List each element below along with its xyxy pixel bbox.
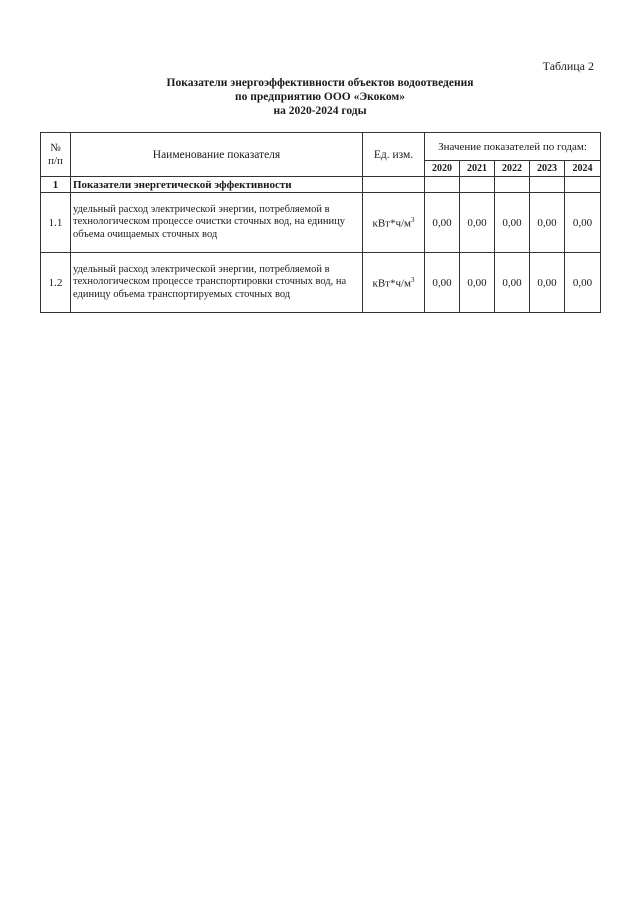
header-name: Наименование показателя bbox=[71, 133, 363, 177]
unit-base: кВт*ч/м bbox=[372, 277, 412, 290]
unit-exponent: 3 bbox=[411, 275, 415, 284]
section-row bbox=[41, 177, 601, 193]
row-name: удельный расход электрической энергии, потребляемой в технологическом процессе транспортировки сточных вод, на единицу объема транспортируемых сточных вод bbox=[71, 253, 363, 313]
header-year-2024: 2024 bbox=[565, 161, 601, 177]
value-2021: 0,00 bbox=[460, 253, 495, 313]
indicators-table bbox=[40, 132, 601, 313]
section-num: 1 bbox=[41, 177, 71, 193]
empty-cell bbox=[495, 177, 530, 193]
unit-base: кВт*ч/м bbox=[372, 217, 412, 230]
value-2020: 0,00 bbox=[425, 193, 460, 253]
table-number-label: Таблица 2 bbox=[542, 59, 594, 73]
header-year-2023: 2023 bbox=[530, 161, 565, 177]
header-values-group: Значение показателей по годам: bbox=[425, 133, 601, 161]
value-2021: 0,00 bbox=[460, 193, 495, 253]
table-row bbox=[41, 193, 601, 253]
value-2023: 0,00 bbox=[530, 193, 565, 253]
row-num: 1.2 bbox=[41, 253, 71, 313]
value-2023: 0,00 bbox=[530, 253, 565, 313]
unit-exponent: 3 bbox=[411, 215, 415, 224]
empty-cell bbox=[565, 177, 601, 193]
value-2022: 0,00 bbox=[495, 193, 530, 253]
header-year-2022: 2022 bbox=[495, 161, 530, 177]
row-unit bbox=[363, 253, 425, 313]
row-name: удельный расход электрической энергии, потребляемой в технологическом процессе очистки сточных вод, на единицу объема очищаемых сточных вод bbox=[71, 193, 363, 253]
empty-cell bbox=[530, 177, 565, 193]
empty-cell bbox=[425, 177, 460, 193]
value-2022: 0,00 bbox=[495, 253, 530, 313]
header-year-2021: 2021 bbox=[460, 161, 495, 177]
table-row bbox=[41, 253, 601, 313]
title-line: Показатели энергоэффективности объектов водоотведения bbox=[166, 77, 474, 89]
empty-cell bbox=[363, 177, 425, 193]
document-title bbox=[0, 76, 640, 118]
header-unit: Ед. изм. bbox=[363, 133, 425, 177]
value-2020: 0,00 bbox=[425, 253, 460, 313]
header-num-abbr: п/п bbox=[48, 154, 63, 167]
row-unit bbox=[363, 193, 425, 253]
value-2024: 0,00 bbox=[565, 253, 601, 313]
title-line: по предприятию ООО «Экоком» bbox=[235, 91, 405, 103]
header-num-symbol: № bbox=[50, 141, 61, 154]
empty-cell bbox=[460, 177, 495, 193]
title-line: на 2020-2024 годы bbox=[273, 105, 367, 117]
value-2024: 0,00 bbox=[565, 193, 601, 253]
section-title: Показатели энергетической эффективности bbox=[71, 177, 363, 193]
row-num: 1.1 bbox=[41, 193, 71, 253]
header-row bbox=[41, 133, 601, 161]
header-num-cell bbox=[41, 133, 71, 177]
header-year-2020: 2020 bbox=[425, 161, 460, 177]
